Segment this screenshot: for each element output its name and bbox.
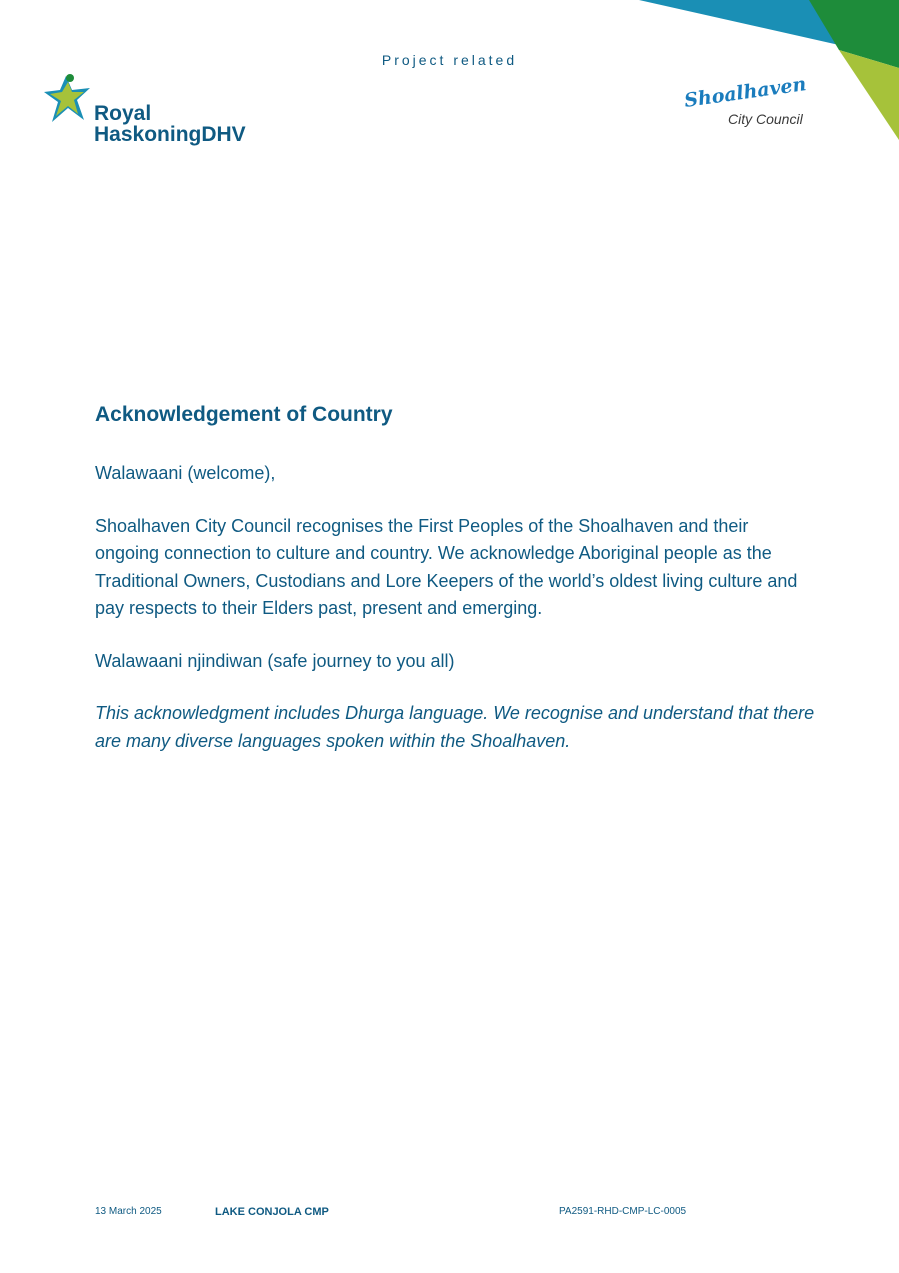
logo-text-haskoningdhv: HaskoningDHV bbox=[94, 123, 246, 146]
greeting-text: Walawaani (welcome), bbox=[95, 463, 276, 483]
footer-reference: PA2591-RHD-CMP-LC-0005 bbox=[559, 1206, 687, 1217]
acknowledgement-body: Shoalhaven City Council recognises the First Peoples of the Shoalhaven and their ongoing connection to culture and country. We acknowledge Aboriginal people as the Traditional Owners, Custodians and Lore Keepers of the world’s oldest living culture and pay respects to their Elders past, present and emerging. bbox=[95, 515, 798, 618]
page-title: Acknowledgement of Country bbox=[95, 403, 393, 426]
language-note: This acknowledgment includes Dhurga language. We recognise and understand that there are many diverse languages spoken within the Shoalhaven. bbox=[95, 703, 815, 751]
footer-project: LAKE CONJOLA CMP bbox=[215, 1206, 329, 1218]
logo-text-royal: Royal bbox=[94, 102, 152, 125]
footer-date: 13 March 2025 bbox=[95, 1206, 162, 1217]
logo-text-shoalhaven: Shoalhaven bbox=[682, 73, 808, 112]
acknowledgement-section bbox=[95, 400, 815, 780]
shoalhaven-council-logo bbox=[682, 73, 826, 136]
farewell-text: Walawaani njindiwan (safe journey to you all) bbox=[95, 650, 455, 671]
royal-haskoningdhv-logo bbox=[40, 70, 250, 148]
logo-text-city-council: City Council bbox=[728, 111, 803, 127]
star-figure-icon bbox=[40, 70, 102, 128]
classification-label: Project related bbox=[381, 52, 518, 68]
